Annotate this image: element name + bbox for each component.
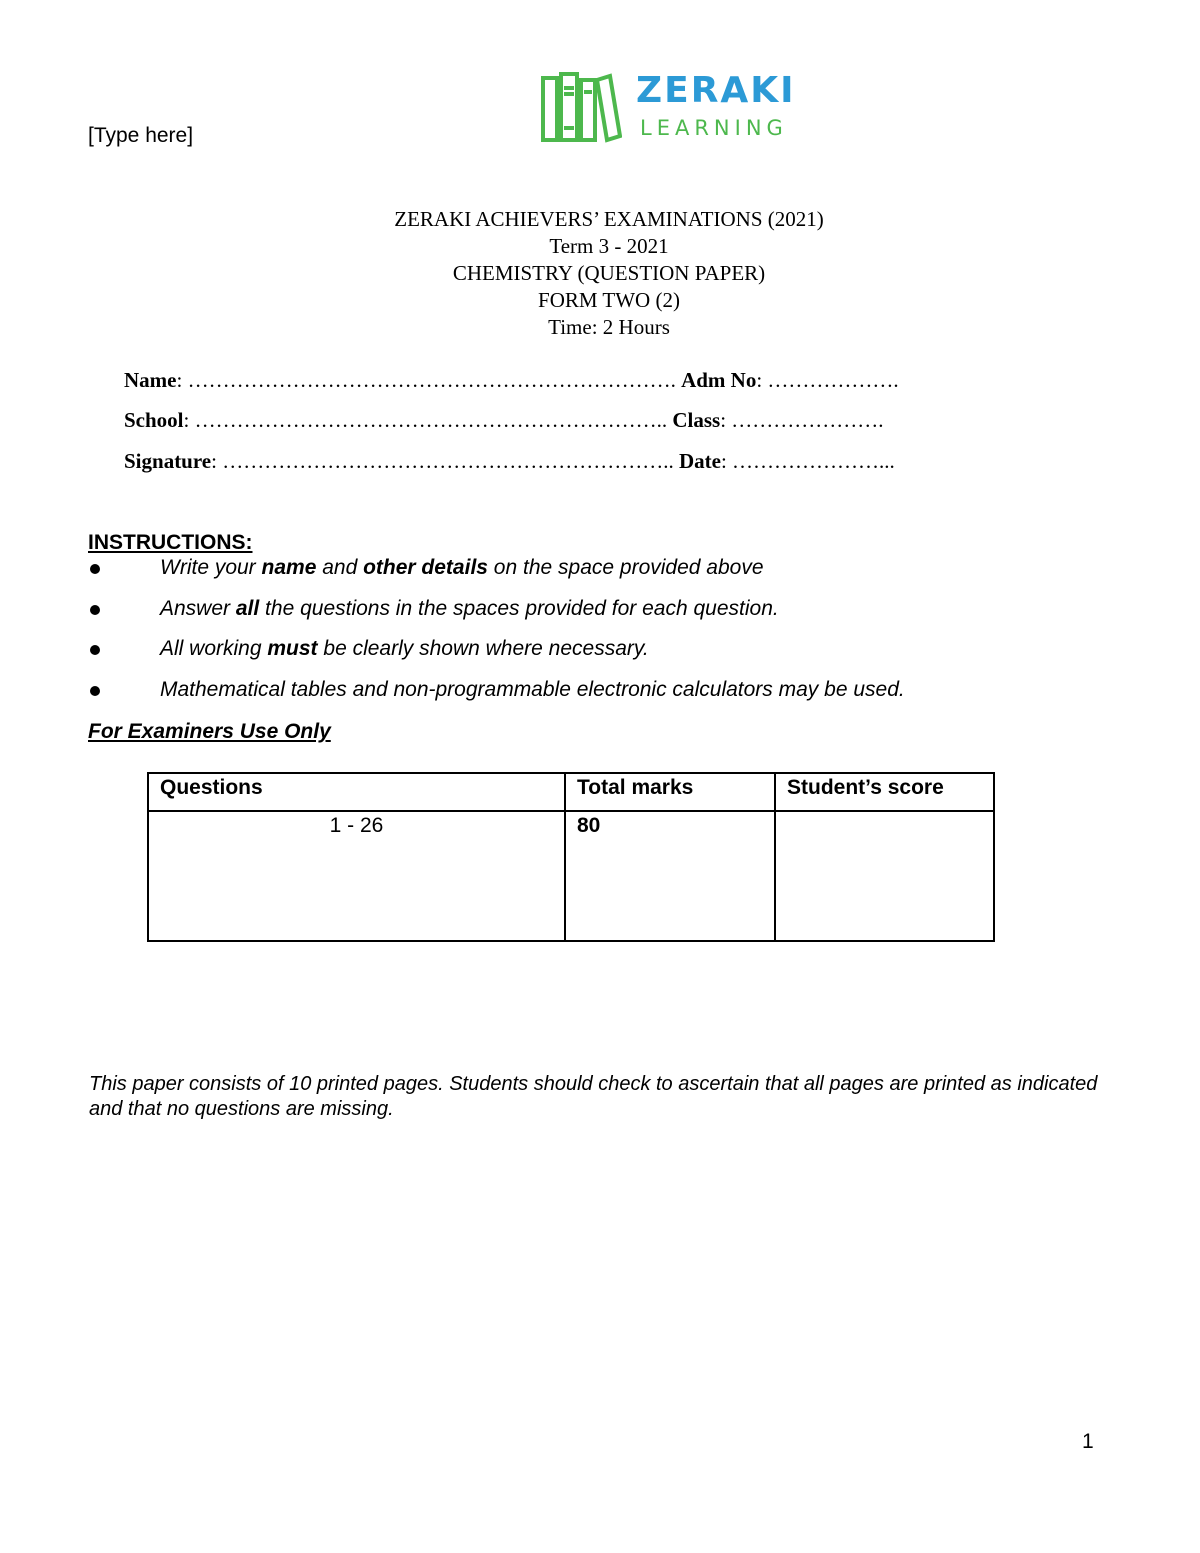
signature-field[interactable]: : ……………………………………………………….. xyxy=(211,449,679,473)
school-field[interactable]: : ………………………………………………………….. xyxy=(183,408,673,432)
name-label: Name xyxy=(124,368,177,392)
signature-row xyxy=(124,449,895,474)
zeraki-learning-logo xyxy=(540,70,830,146)
school-row xyxy=(124,408,884,433)
header-questions: Questions xyxy=(148,773,565,811)
exam-subject: CHEMISTRY (QUESTION PAPER) xyxy=(452,261,766,285)
bullet-icon xyxy=(90,686,100,696)
header-student-score: Student’s score xyxy=(775,773,994,811)
table-header-row xyxy=(148,773,994,811)
instructions-title: INSTRUCTIONS: xyxy=(88,531,253,554)
adm-field[interactable]: : ………………. xyxy=(756,368,899,392)
marks-table xyxy=(147,772,995,942)
cell-questions: 1 - 26 xyxy=(148,811,565,941)
header-total-marks: Total marks xyxy=(565,773,775,811)
exam-title-block xyxy=(0,206,1200,341)
class-label: Class xyxy=(672,408,721,432)
table-row xyxy=(148,811,994,941)
school-label: School xyxy=(124,408,184,432)
date-field[interactable]: : …………………... xyxy=(720,449,895,473)
bullet-icon xyxy=(90,605,100,615)
bullet-icon xyxy=(90,564,100,574)
signature-label: Signature xyxy=(124,449,212,473)
exam-form: FORM TWO (2) xyxy=(538,288,680,312)
exam-term: Term 3 - 2021 xyxy=(549,234,669,258)
cell-student-score[interactable] xyxy=(775,811,994,941)
cell-total-marks: 80 xyxy=(565,811,775,941)
page-number: 1 xyxy=(1082,1430,1094,1453)
header-placeholder-note: [Type here] xyxy=(88,124,194,147)
class-field[interactable]: : …………………. xyxy=(720,408,884,432)
examiners-use-title: For Examiners Use Only xyxy=(88,720,331,743)
bullet-icon xyxy=(90,645,100,655)
date-label: Date xyxy=(678,449,721,473)
logo-word-zeraki: ZERAKI xyxy=(636,70,796,111)
exam-title: ZERAKI ACHIEVERS’ EXAMINATIONS (2021) xyxy=(394,207,824,231)
logo-word-learning: LEARNING xyxy=(640,116,788,140)
exam-time: Time: 2 Hours xyxy=(548,315,670,339)
name-row xyxy=(124,368,899,393)
books-icon xyxy=(540,70,622,146)
name-field[interactable]: : ……………………………………………………………. xyxy=(176,368,682,392)
footer-note: This paper consists of 10 printed pages. Students should check to ascertain that all pages are printed as indicated and that no questions are missing. xyxy=(89,1073,1098,1120)
adm-label: Adm No xyxy=(681,368,757,392)
